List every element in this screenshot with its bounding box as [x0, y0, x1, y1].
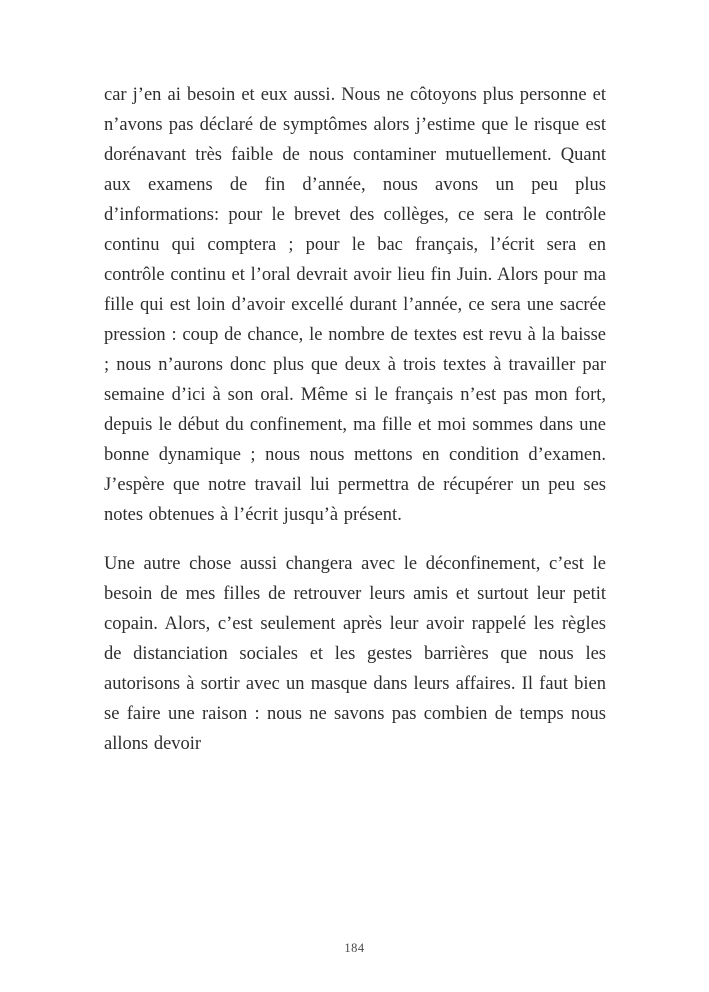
page-number: 184	[344, 941, 365, 955]
page-text-block	[104, 80, 606, 778]
paragraph-1: car j’en ai besoin et eux aussi. Nous ne côtoyons plus personne et n’avons pas déclaré de symptômes alors j’estime que le risque est dorénavant très faible de nous contaminer mutuellement. Quant aux examens de fin d’année, nous avons un peu plus d’informations: pour le brevet des collèges, ce sera le contrôle continu qui comptera ; pour le bac français, l’écrit sera en contrôle continu et l’oral devrait avoir lieu fin Juin. Alors pour ma fille qui est loin d’avoir excellé durant l’année, ce sera une sacrée pression : coup de chance, le nombre de textes est revu à la baisse ; nous n’aurons donc plus que deux à trois textes à travailler par semaine d’ici à son oral. Même si le français n’est pas mon fort, depuis le début du confinement, ma fille et moi sommes dans une bonne dynamique ; nous nous mettons en condition d’examen. J’espère que notre travail lui permettra de récupérer un peu ses notes obtenues à l’écrit jusqu’à présent.	[104, 85, 606, 525]
paragraph-2: Une autre chose aussi changera avec le déconfinement, c’est le besoin de mes filles de retrouver leurs amis et surtout leur petit copain. Alors, c’est seulement après leur avoir rappelé les règles de distanciation sociales et les gestes barrières que nous les autorisons à sortir avec un masque dans leurs affaires. Il faut bien se faire une raison : nous ne savons pas combien de temps nous allons devoir	[104, 554, 606, 754]
